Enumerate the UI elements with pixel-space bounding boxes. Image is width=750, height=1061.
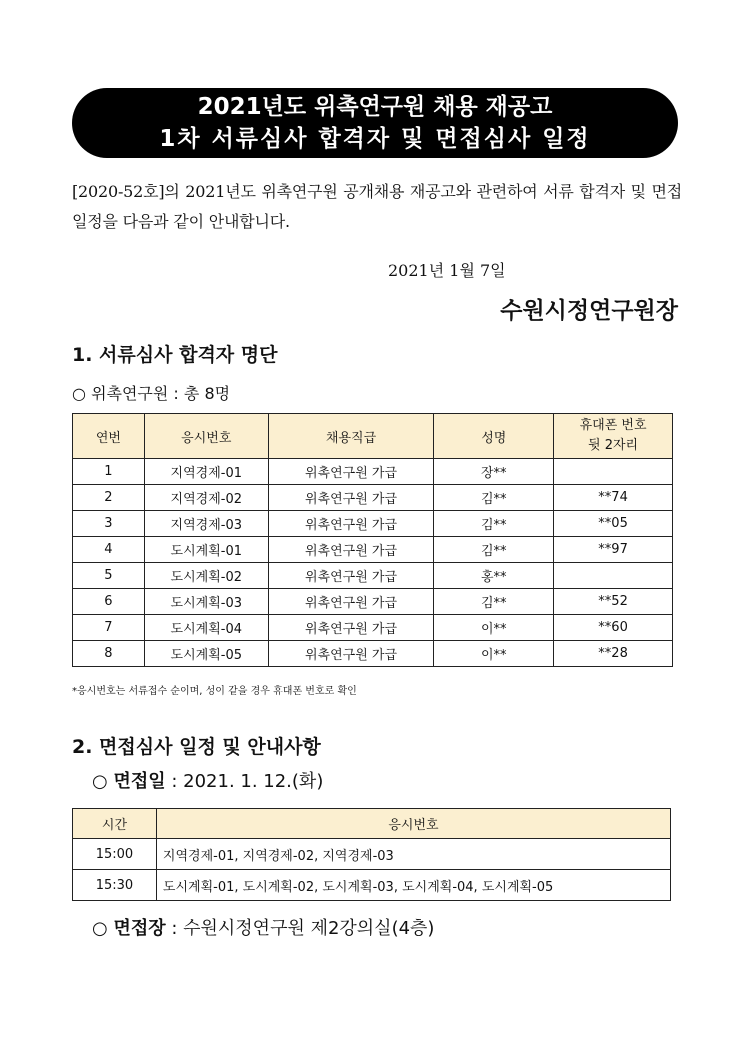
table-cell: 김** <box>434 589 554 615</box>
table-row <box>73 459 673 485</box>
table-cell: 위촉연구원 가급 <box>268 485 434 511</box>
table-cell: 3 <box>73 511 145 537</box>
table-cell: 위촉연구원 가급 <box>268 537 434 563</box>
interview-date-line <box>92 767 323 793</box>
table-cell: 위촉연구원 가급 <box>268 589 434 615</box>
announcement-date: 2021년 1월 7일 <box>388 261 506 280</box>
table-cell: 도시계획-01 <box>144 537 268 563</box>
table-cell: 장** <box>434 459 554 485</box>
table-cell: 김** <box>434 511 554 537</box>
interview-place-line <box>92 914 434 940</box>
table-cell: **52 <box>554 589 673 615</box>
table-row <box>73 870 671 901</box>
table-cell: 도시계획-01, 도시계획-02, 도시계획-03, 도시계획-04, 도시계획-05 <box>156 870 670 901</box>
table-row <box>73 589 673 615</box>
table-cell: **74 <box>554 485 673 511</box>
interview-date-label: 면접일 <box>113 771 166 792</box>
header-cell: 휴대폰 번호 뒷 2자리 <box>554 414 673 459</box>
title-line-2: 1차 서류심사 합격자 및 면접심사 일정 <box>159 126 591 152</box>
table-cell: 6 <box>73 589 145 615</box>
table-cell: **60 <box>554 615 673 641</box>
table-footnote: *응시번호는 서류접수 순이며, 성이 같을 경우 휴대폰 번호로 확인 <box>72 686 357 697</box>
section1-heading: 1. 서류심사 합격자 명단 <box>72 344 278 366</box>
table-cell: 1 <box>73 459 145 485</box>
table-cell: 이** <box>434 615 554 641</box>
table-cell: 이** <box>434 641 554 667</box>
table-row <box>73 537 673 563</box>
organization-name: 수원시정연구원장 <box>500 298 678 324</box>
header-cell: 응시번호 <box>156 809 670 839</box>
table-cell: 15:00 <box>73 839 157 870</box>
table-row <box>73 511 673 537</box>
table-cell: **28 <box>554 641 673 667</box>
table-cell: **97 <box>554 537 673 563</box>
table-cell <box>554 459 673 485</box>
header-cell: 채용직급 <box>268 414 434 459</box>
table-cell: 8 <box>73 641 145 667</box>
table-cell: 위촉연구원 가급 <box>268 563 434 589</box>
table-header-row <box>73 414 673 459</box>
table-cell: **05 <box>554 511 673 537</box>
table-row <box>73 563 673 589</box>
intro-paragraph: [2020-52호]의 2021년도 위촉연구원 공개채용 재공고와 관련하여 서류 합격자 및 면접일정을 다음과 같이 안내합니다. <box>72 182 682 231</box>
section2-heading: 2. 면접심사 일정 및 안내사항 <box>72 736 321 758</box>
table-row <box>73 485 673 511</box>
table-row <box>73 615 673 641</box>
circle-bullet-icon: ○ <box>92 771 108 792</box>
table-cell: 5 <box>73 563 145 589</box>
table-cell: 도시계획-04 <box>144 615 268 641</box>
title-banner <box>72 88 678 158</box>
table-cell: 위촉연구원 가급 <box>268 459 434 485</box>
header-cell: 시간 <box>73 809 157 839</box>
table-cell: 4 <box>73 537 145 563</box>
table-cell <box>554 563 673 589</box>
applicants-table <box>72 413 673 667</box>
table-cell: 15:30 <box>73 870 157 901</box>
table-row <box>73 839 671 870</box>
table-cell: 홍** <box>434 563 554 589</box>
interview-schedule-table <box>72 808 671 901</box>
section1-subheading <box>72 381 230 404</box>
section1-sub-label: 위촉연구원 : 총 8명 <box>91 384 231 403</box>
title-line-1: 2021년도 위촉연구원 채용 재공고 <box>197 94 553 120</box>
table-cell: 지역경제-01 <box>144 459 268 485</box>
header-cell: 응시번호 <box>144 414 268 459</box>
table-cell: 위촉연구원 가급 <box>268 511 434 537</box>
table-cell: 김** <box>434 485 554 511</box>
interview-place-label: 면접장 <box>113 918 166 939</box>
circle-bullet-icon: ○ <box>92 918 108 939</box>
table-cell: 2 <box>73 485 145 511</box>
table-cell: 지역경제-02 <box>144 485 268 511</box>
table-cell: 위촉연구원 가급 <box>268 641 434 667</box>
interview-date-value: : 2021. 1. 12.(화) <box>165 771 324 792</box>
header-cell: 성명 <box>434 414 554 459</box>
interview-place-value: : 수원시정연구원 제2강의실(4층) <box>165 918 435 939</box>
table-cell: 지역경제-01, 지역경제-02, 지역경제-03 <box>156 839 670 870</box>
table-row <box>73 641 673 667</box>
circle-bullet-icon: ○ <box>72 384 86 403</box>
table-cell: 도시계획-05 <box>144 641 268 667</box>
table-cell: 김** <box>434 537 554 563</box>
table-cell: 7 <box>73 615 145 641</box>
table-cell: 지역경제-03 <box>144 511 268 537</box>
table-cell: 위촉연구원 가급 <box>268 615 434 641</box>
table-cell: 도시계획-03 <box>144 589 268 615</box>
header-cell: 연번 <box>73 414 145 459</box>
table-cell: 도시계획-02 <box>144 563 268 589</box>
table-header-row <box>73 809 671 839</box>
